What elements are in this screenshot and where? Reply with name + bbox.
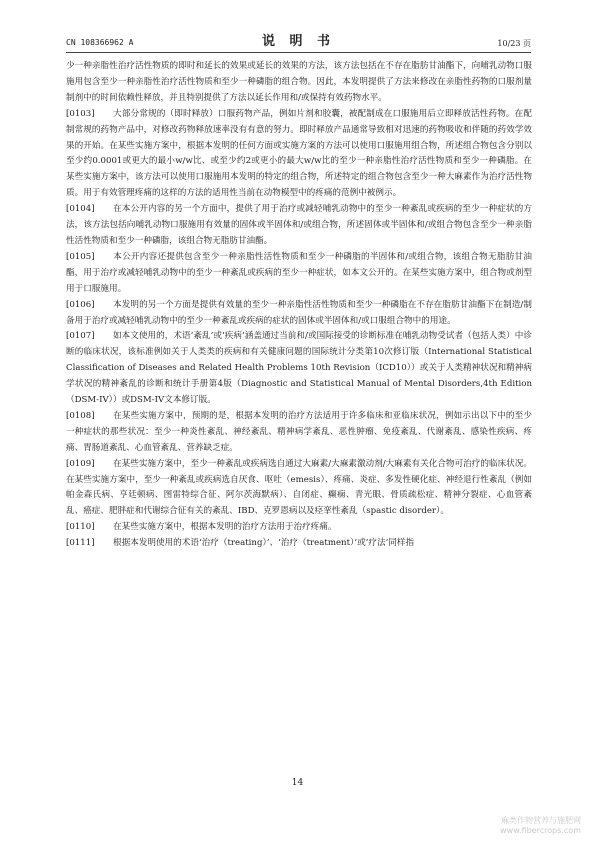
watermark-site-name: 麻类作物营养与施肥网 <box>501 816 581 825</box>
paragraph-0111 <box>66 536 532 552</box>
paragraph-0103 <box>66 107 532 202</box>
paragraph-number: [0103] <box>66 108 95 119</box>
paragraph-text: 在某些实施方案中，根据本发明的治疗方法用于治疗疼痛。 <box>113 522 337 533</box>
paragraph-number: [0104] <box>66 204 95 215</box>
paragraph-number: [0109] <box>66 458 95 469</box>
page-header <box>66 30 531 54</box>
publication-number: CN 108366962 A <box>66 38 134 47</box>
paragraph-number: [0110] <box>66 522 95 533</box>
continuation-paragraph: 少一种亲脂性治疗活性物质的即时和延长的效果或延长的效果的方法，该方法包括在不存在脂肪甘油酯下，向哺乳动物口服施用包含至少一种亲脂性治疗活性物质和至少一种磷脂的组合物。因此，本发明提供了方法来修改在亲脂性药物的口服剂量制剂中的时间依赖性释放，并且特别提供了方法以延长作用和/或保持有效药物水平。 <box>66 61 532 103</box>
site-watermark <box>500 816 581 836</box>
paragraph-text: 在某些实施方案中，至少一种紊乱或疾病选自通过大麻素/大麻素激动剂/大麻素有关化合物可治疗的临床状况。在某些实施方案中，至少一种紊乱或疾病选自厌食、呕吐（emesis）、疼痛、炎症、多发性硬化症、神经退行性紊乱（例如帕金森氏病、亨廷顿病、图雷特综合征、阿尔茨海默病）、自闭症、癫痫、青光眼、骨质疏松症、精神分裂症、心血管紊乱、癌症、肥胖症和代谢综合征有关的紊乱、IBD、克罗恩病以及痉挛性紊乱（spastic disorder）。 <box>66 458 532 517</box>
page-ratio: 10/23 页 <box>497 39 531 48</box>
paragraph-0110 <box>66 520 532 536</box>
paragraph-0108 <box>66 409 532 457</box>
paragraph-0105 <box>66 250 532 298</box>
body-text <box>66 59 532 552</box>
paragraph-number: [0106] <box>66 299 95 310</box>
watermark-url: www.fibercrops.com <box>500 826 581 835</box>
paragraph-text: 在本公开内容的另一个方面中，提供了用于治疗或减轻哺乳动物中的至少一种紊乱或疾病的至少一种症状的方法，该方法包括向哺乳动物口服施用有效量的固体或半固体和/或组合物，所述固体或半固体和/或组合物包含至少一种亲脂性活性物质和至少一种磷脂，该组合物无脂肪甘油酯。 <box>66 204 532 246</box>
paragraph-text: 根据本发明使用的术语‘治疗（treating）’、‘治疗（treatment）’或‘疗法’同样指 <box>113 538 415 549</box>
paragraph-0109 <box>66 457 532 521</box>
paragraph-0107 <box>66 329 532 409</box>
paragraph-text: 大部分常规的（即时释放）口服药物产品，例如片剂和胶囊，被配制成在口服施用后立即释放活性药物。在配制常规的药物产品中，对修改药物释放速率没有有意的努力。即时释放产品通常导致相对迅速的药物吸收和伴随的药效学效果的开始。在某些实施方案中，根据本发明的任何方面或实施方案的方法可以使用口服施用组合物，所述组合物包含分别以至少约0.0001或更大的最小w/w比、或至少约2或更小的最大w/w比的至少一种亲脂性治疗活性物质和至少一种磷脂。在某些实施方案中，该方法可以使用口服施用本发明的特定的组合物，所述特定的组合物包含至少一种大麻素作为治疗活性物质。用于有效管理疼痛的这样的方法的适用性当前在动物模型中的疼痛的范例中被例示。 <box>66 108 532 199</box>
paragraph-0106 <box>66 298 532 330</box>
paragraph-number: [0105] <box>66 251 95 262</box>
paragraph-number: [0111] <box>66 538 95 549</box>
page-number: 14 <box>291 778 304 788</box>
paragraph-number: [0107] <box>66 331 95 342</box>
document-type-title: 说 明 书 <box>261 34 336 49</box>
paragraph-0104 <box>66 202 532 250</box>
paragraph-text: 在某些实施方案中，预期的是，根据本发明的治疗方法适用于许多临床和亚临床状况，例如示出以下中的至少一种症状的那些状况：至少一种炎性紊乱、神经紊乱、精神病学紊乱、恶性肿瘤、免疫紊乱、代谢紊乱、感染性疾病、疼痛、胃肠道紊乱、心血管紊乱、营养缺乏症。 <box>66 410 532 453</box>
paragraph-number: [0108] <box>66 410 95 421</box>
paragraph-text: 本发明的另一个方面是提供有效量的至少一种亲脂性活性物质和至少一种磷脂在不存在脂肪甘油酯下在制造/制备用于治疗或减轻哺乳动物中的至少一种紊乱或疾病的症状的固体或半固体和/或口服组合物中的用途。 <box>66 299 532 326</box>
header-rule <box>66 52 531 53</box>
paragraph-text: 如本文使用的，术语‘紊乱’或‘疾病’涵盖通过当前和/或国际接受的诊断标准在哺乳动物受试者（包括人类）中诊断的临床状况，该标准例如关于人类类的疾病和有关健康问题的国际统计分类第10次修订版（International Statistical Classification of Diseases and Related Health Problems 10th Revision（ICD10））或关于人类精神状况和精神病学状况的精神紊乱的诊断和统计手册第4版（Diagnostic and Statistical Manual of Mental Disorders,4th Edition（DSM-IV））或DSM-IV文本修订版。 <box>66 331 532 406</box>
paragraph-text: 本公开内容还提供包含至少一种亲脂性活性物质和至少一种磷脂的半固体和/或组合物，该组合物无脂肪甘油酯，用于治疗或减轻哺乳动物中的至少一种紊乱或疾病的至少一种症状，如本文公开的。在某些实施方案中，组合物或剂型用于口服施用。 <box>66 251 532 294</box>
